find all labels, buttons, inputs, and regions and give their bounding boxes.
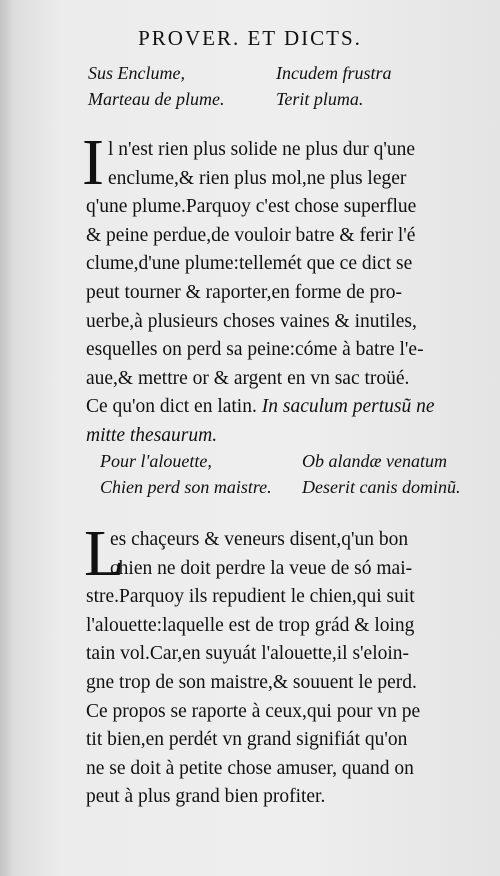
latin-quote: In saculum pertusũ ne (261, 396, 435, 418)
text-line: esquelles on perd sa peine:cóme à batre l'e- (86, 339, 424, 361)
commentary-paragraph (86, 136, 484, 451)
text-line: uerbe,à plusieurs choses vaines & inutiles, (86, 310, 417, 332)
text-line (86, 422, 484, 451)
text-line: peut tourner & raporter,en forme de pro- (86, 281, 402, 303)
proverb-french-line: Sus Enclume, (88, 63, 185, 83)
text-line: tit bien,en perdét vn grand signifiát qu'on (86, 729, 408, 751)
proverb-french-line: Marteau de plume. (88, 89, 225, 109)
text-line: tain vol.Car,en suyuát l'alouette,il s'eloin- (86, 643, 410, 665)
text-line: l n'est rien plus solide ne plus dur q'une (108, 139, 416, 160)
text-line: & peine perdue,de vouloir batre & ferir l'é (86, 224, 416, 246)
text-line: es chaçeurs & veneurs disent,q'un bon (110, 529, 409, 550)
proverb-latin-line: Deserit canis dominũ. (302, 477, 461, 497)
proverb-anvil (88, 60, 408, 116)
latin-quote: mitte thesaurum. (86, 424, 218, 446)
text-line (86, 393, 484, 422)
proverb-latin-line: Terit pluma. (276, 89, 364, 109)
text-line: gne trop de son maistre,& souuent le perd. (86, 671, 417, 693)
drop-cap: I (82, 126, 104, 199)
text-line: aue,& mettre or & argent en vn sac troüé. (86, 367, 410, 389)
text-line: clume,d'une plume:tellemét que ce dict se (86, 253, 413, 275)
proverb-latin-line: Ob alandæ venatum (302, 451, 447, 471)
proverb-lark (100, 448, 480, 504)
text-line: Ce propos se raporte à ceux,qui pour vn pe (86, 700, 421, 722)
text-line: stre.Parquoy ils repudient le chien,qui suit (86, 586, 415, 608)
text-line: ne se doit à petite chose amuser, quand on (86, 757, 414, 779)
gutter-shadow (0, 0, 14, 876)
text-line: l'alouette:laquelle est de trop grád & loing (86, 614, 415, 636)
text-line: peut à plus grand bien profiter. (86, 786, 326, 808)
text-line: q'une plume.Parquoy c'est chose superflue (86, 196, 417, 218)
proverb-french-line: Pour l'alouette, (100, 451, 212, 471)
text-line: enclume,& rien plus mol,ne plus leger (108, 167, 407, 189)
drop-cap: L (84, 517, 125, 590)
proverb-latin-line: Incudem frustra (276, 63, 392, 83)
text-line-roman: Ce qu'on dict en latin. (86, 396, 257, 418)
running-head: PROVER. ET DICTS. (138, 26, 362, 50)
text-line: chien ne doit perdre la veue de só mai- (110, 557, 413, 579)
proverb-french-line: Chien perd son maistre. (100, 477, 272, 497)
commentary-paragraph (84, 517, 484, 812)
